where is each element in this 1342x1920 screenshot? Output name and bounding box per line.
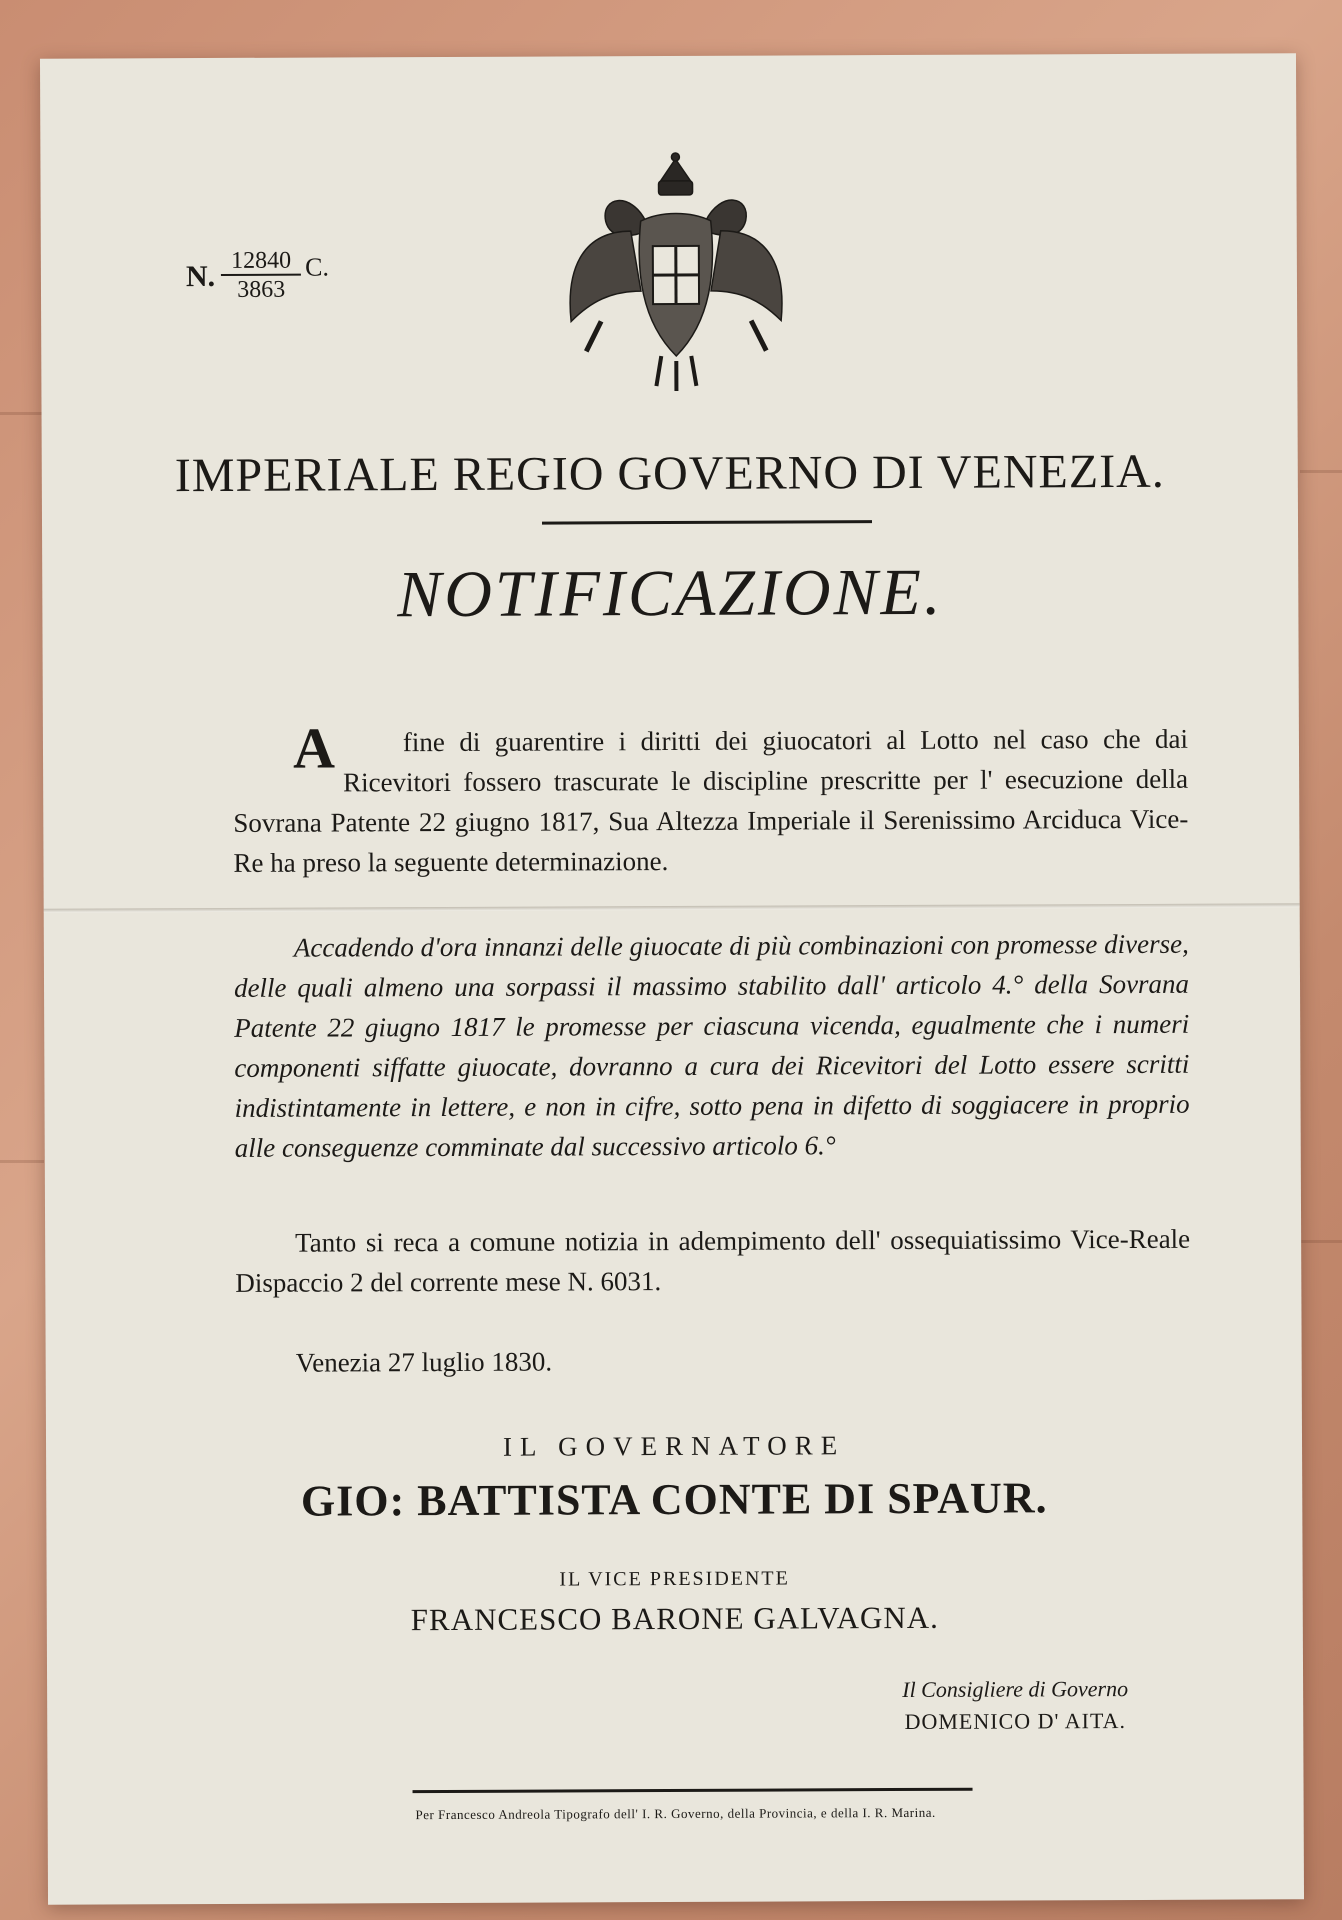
vice-president-label: IL VICE PRESIDENTE (559, 1567, 790, 1591)
councillor-name: DOMENICO D' AITA. (904, 1708, 1127, 1734)
paragraph-2: Accadendo d'ora innanzi delle giuocate di più combinazioni con promesse diverse, delle quali almeno una sorpassi il massimo stabilito dall' articolo 4.° della Sovrana Patente 22 giugno 1817 le promesse per ciascuna vicenda, egualmente che i numeri componenti siffatte giuocate, dovranno a cura dei Ricevitori del Lotto essere scritti indistintamente in lettere, e non in cifre, sotto pena in difetto di soggiacere in proprio alle conseguenze comminate dal successivo articolo 6.° (233, 928, 1190, 1163)
document-date: Venezia 27 luglio 1830. (295, 1346, 553, 1378)
double-headed-eagle-emblem-icon (560, 150, 791, 401)
governor-name: GIO: BATTISTA CONTE DI SPAUR. (300, 1473, 1048, 1526)
document-sheet (40, 53, 1304, 1904)
councillor-label: Il Consigliere di Governo (902, 1676, 1129, 1703)
councillor-block (902, 1676, 1128, 1735)
document-number (186, 247, 329, 305)
number-numerator: 12840 (221, 248, 301, 277)
title-divider (542, 520, 872, 524)
drop-cap: A (292, 715, 336, 781)
governor-label: IL GOVERNATORE (502, 1430, 846, 1462)
paragraph-3: Tanto si reca a comune notizia in adempimento dell' ossequiatissimo Vice-Reale Dispaccio 2 del corrente mese N. 6031. (235, 1223, 1191, 1298)
vice-president-name: FRANCESCO BARONE GALVAGNA. (410, 1599, 939, 1638)
document-heading: NOTIFICAZIONE. (397, 555, 944, 632)
paragraph-1 (233, 715, 1189, 883)
paper-fold-crease (44, 903, 1300, 912)
number-suffix: C. (304, 252, 329, 282)
printer-imprint: Per Francesco Andreola Tipografo dell' I. R. Governo, della Provincia, e della I. R. Marina. (415, 1804, 936, 1823)
number-fraction (221, 248, 301, 306)
footer-divider (413, 1788, 973, 1793)
number-prefix: N. (185, 259, 216, 293)
number-denominator: 3863 (237, 277, 286, 304)
government-title: IMPERIALE REGIO GOVERNO DI VENEZIA. (174, 444, 1165, 503)
paragraph-1-text: fine di guarentire i diritti dei giuocatori al Lotto nel caso che dai Ricevitori fossero trascurate le discipline prescritte per l' esecuzione della Sovrana Patente 22 giugno 1817, Sua Altezza Imperiale il Serenissimo Arciduca Vice-Re ha preso la seguente determinazione. (233, 723, 1189, 878)
